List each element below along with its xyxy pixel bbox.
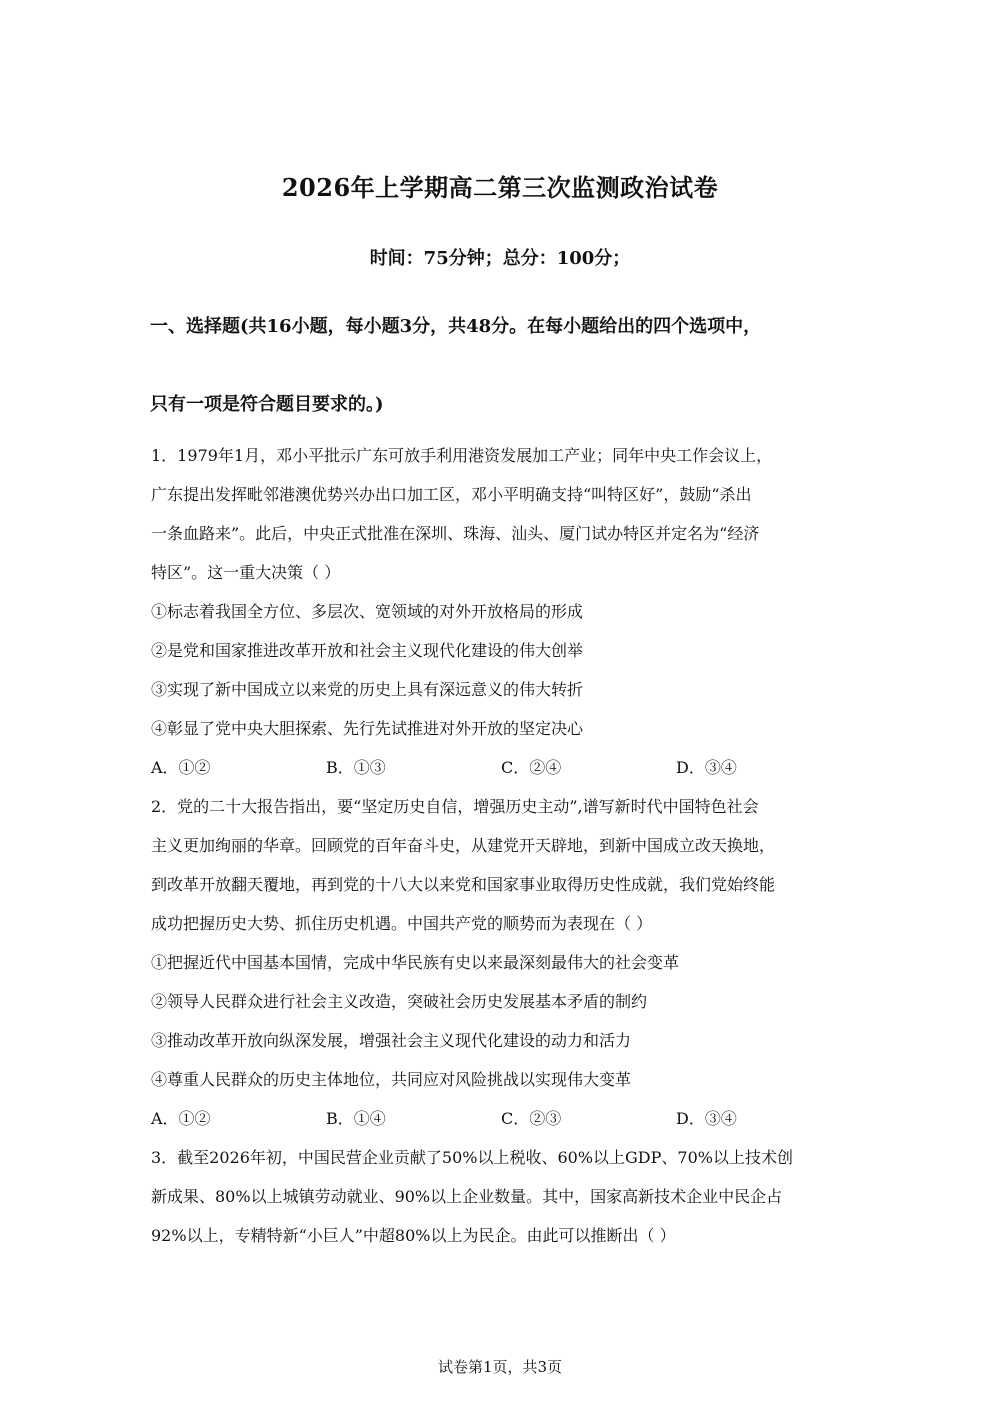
question-stem-line: 3．截至2026年初，中国民营企业贡献了50%以上税收、60%以上GDP、70%以上技术创 (151, 1148, 793, 1167)
question-stem-line: 一条血路来”。此后，中央正式批准在深圳、珠海、汕头、厦门试办特区并定名为“经济 (151, 524, 760, 543)
option-d: D．③④ (676, 758, 737, 777)
statement-item: ④尊重人民群众的历史主体地位，共同应对风险挑战以实现伟大变革 (151, 1070, 632, 1089)
question-stem-line: 92%以上，专精特新“小巨人”中超80%以上为民企。由此可以推断出（ ） (151, 1226, 676, 1245)
question-stem-line: 主义更加绚丽的华章。回顾党的百年奋斗史，从建党开天辟地，到新中国成立改天换地， (151, 836, 776, 855)
option-d: D．③④ (676, 1109, 737, 1128)
question-3 (151, 1146, 851, 1263)
option-a: A．①② (151, 1109, 211, 1128)
answer-options (151, 1107, 851, 1146)
question-stem-line: 特区”。这一重大决策（ ） (151, 563, 341, 582)
option-b: B．①③ (326, 758, 386, 777)
question-stem-line: 新成果、80%以上城镇劳动就业、90%以上企业数量。其中，国家高新技术企业中民企占 (151, 1187, 783, 1206)
statement-item: ④彰显了党中央大胆探索、先行先试推进对外开放的坚定决心 (151, 719, 584, 738)
exam-time-score: 时间：75分钟；总分：100分； (369, 248, 631, 269)
statement-item: ③推动改革开放向纵深发展，增强社会主义现代化建设的动力和活力 (151, 1031, 632, 1050)
question-stem-line: 到改革开放翻天覆地，再到党的十八大以来党和国家事业取得历史性成就，我们党始终能 (151, 875, 776, 894)
question-stem-line: 广东提出发挥毗邻港澳优势兴办出口加工区，邓小平明确支持“叫特区好”，鼓励“杀出 (151, 485, 752, 504)
option-b: B．①④ (326, 1109, 386, 1128)
option-c: C．②③ (501, 1109, 562, 1128)
question-1 (151, 444, 851, 795)
statement-item: ②领导人民群众进行社会主义改造，突破社会历史发展基本矛盾的制约 (151, 992, 648, 1011)
page-title: 2026年上学期高二第三次监测政治试卷 (281, 173, 719, 202)
answer-options (151, 756, 851, 795)
question-stem-line: 成功把握历史大势、抓住历史机遇。中国共产党的顺势而为表现在（ ） (151, 914, 653, 933)
option-c: C．②④ (501, 758, 562, 777)
statement-item: ②是党和国家推进改革开放和社会主义现代化建设的伟大创举 (151, 641, 584, 660)
section-heading-line-1: 一、选择题(共16小题，每小题3分，共48分。在每小题给出的四个选项中， (150, 316, 762, 337)
statement-item: ①标志着我国全方位、多层次、宽领域的对外开放格局的形成 (151, 602, 584, 621)
question-list (151, 444, 851, 1263)
section-heading-line-2: 只有一项是符合题目要求的。) (150, 394, 384, 415)
question-2 (151, 795, 851, 1146)
question-stem-line: 1．1979年1月，邓小平批示广东可放手利用港资发展加工产业；同年中央工作会议上， (151, 446, 773, 465)
statement-item: ①把握近代中国基本国情，完成中华民族有史以来最深刻最伟大的社会变革 (151, 953, 680, 972)
statement-item: ③实现了新中国成立以来党的历史上具有深远意义的伟大转折 (151, 680, 584, 699)
page-footer: 试卷第1页，共3页 (437, 1358, 563, 1376)
question-stem-line: 2．党的二十大报告指出，要“坚定历史自信，增强历史主动”,谱写新时代中国特色社会 (151, 797, 759, 816)
option-a: A．①② (151, 758, 211, 777)
